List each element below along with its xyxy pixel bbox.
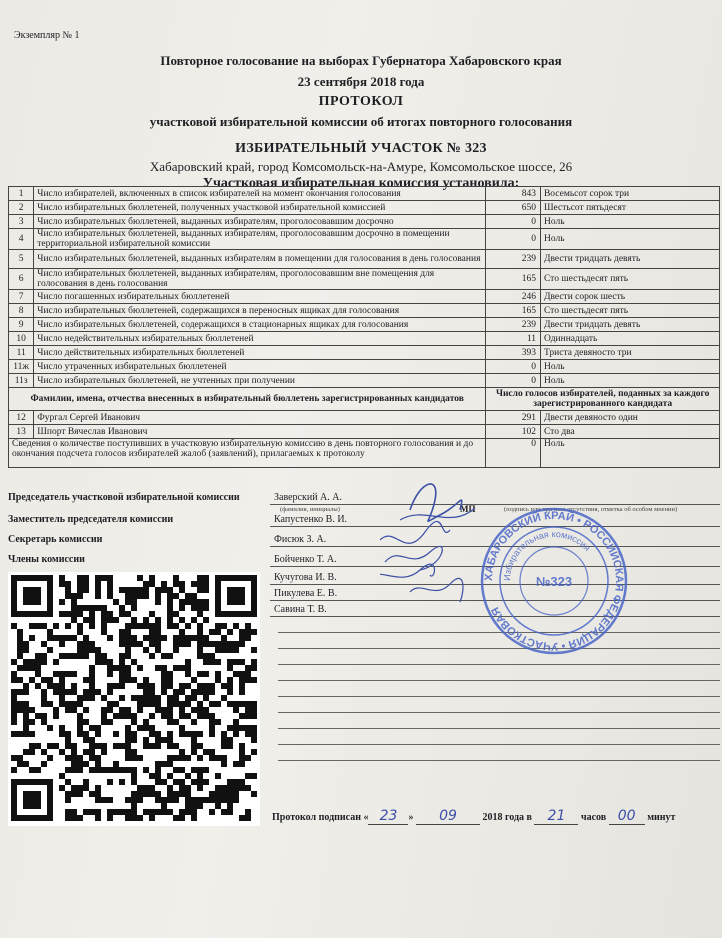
row-number: 1 [9, 187, 34, 201]
row-number: 11з [9, 374, 34, 388]
row-description: Число погашенных избирательных бюллетеней [34, 290, 486, 304]
signature-caption: (подпись или причина отсутствия, отметка об особом мнении) [504, 506, 678, 513]
row-words: Ноль [540, 439, 719, 468]
protocol-subtitle: участковой избирательной комиссии об итогах повторного голосования [149, 114, 573, 129]
row-value: 165 [486, 269, 541, 290]
row-number: 8 [9, 304, 34, 318]
row-value: 246 [486, 290, 541, 304]
precinct-number: ИЗБИРАТЕЛЬНЫЙ УЧАСТОК № 323 [235, 141, 487, 156]
blank-line [278, 680, 720, 681]
row-value: 393 [486, 346, 541, 360]
election-date: 23 сентября 2018 года [297, 74, 425, 89]
row-description: Число избирательных бюллетеней, содержащихся в стационарных ящиках для голосования [34, 318, 486, 332]
document-header [0, 50, 722, 192]
row-number: 11 [9, 346, 34, 360]
row-value: 239 [486, 318, 541, 332]
row-words: Ноль [540, 374, 719, 388]
commission-stamp [478, 505, 630, 657]
row-number: 3 [9, 215, 34, 229]
blank-line [278, 712, 720, 713]
row-words: Двести девяносто один [540, 411, 719, 425]
blank-line [278, 760, 720, 761]
blank-line [278, 744, 720, 745]
signed-footer: Протокол подписан « 23 » 09 2018 года в 21 часов 00 минут [272, 808, 676, 824]
row-value: 0 [486, 229, 541, 250]
name-caption: (фамилия, инициалы) [280, 506, 340, 513]
row-description: Число избирательных бюллетеней, выданных избирателям, проголосовавшим досрочно в помещении территориальной избирательной комиссии [34, 229, 486, 250]
member-name: Кучугова И. В. [274, 572, 337, 583]
row-description: Число избирательных бюллетеней, полученных участковой избирательной комиссией [34, 201, 486, 215]
qr-code [8, 572, 260, 826]
blank-line [278, 728, 720, 729]
table-row [9, 360, 720, 374]
precinct-address: Хабаровский край, город Комсомольск-на-Амуре, Комсомольское шоссе, 26 [149, 159, 573, 174]
members-role: Члены комиссии [8, 554, 85, 565]
row-description: Число действительных избирательных бюллетеней [34, 346, 486, 360]
protocol-title: ПРОТОКОЛ [318, 94, 404, 109]
seal-mark: МП [460, 504, 476, 514]
signed-label: Протокол подписан [272, 812, 361, 823]
row-words: Сто два [540, 425, 719, 439]
row-value: 0 [486, 374, 541, 388]
stamp-outer-text: ХАБАРОВСКИЙ КРАЙ • РОССИЙСКАЯ ФЕДЕРАЦИЯ • УЧАСТКОВАЯ [482, 509, 626, 653]
chair-row [8, 492, 720, 506]
year-text: 2018 года в [482, 812, 532, 823]
row-words: Двести тридцать девять [540, 250, 719, 269]
row-words: Сто шестьдесят пять [540, 269, 719, 290]
row-value: 239 [486, 250, 541, 269]
row-description: Число избирательных бюллетеней, выданных избирателям, проголосовавшим вне помещения для голосования в день голосования [34, 269, 486, 290]
row-words: Двести сорок шесть [540, 290, 719, 304]
row-value: 102 [486, 425, 541, 439]
candidate-row [9, 411, 720, 425]
member-name: Савина Т. В. [274, 604, 327, 615]
row-words: Шестьсот пятьдесят [540, 201, 719, 215]
blank-line [278, 664, 720, 665]
row-words: Ноль [540, 215, 719, 229]
table-row [9, 304, 720, 318]
blank-line [278, 696, 720, 697]
candidate-name: Шпорт Вячеслав Иванович [34, 425, 486, 439]
complaints-row [9, 439, 720, 468]
row-number: 11ж [9, 360, 34, 374]
row-value: 11 [486, 332, 541, 346]
deputy-role: Заместитель председателя комиссии [8, 514, 174, 525]
row-description: Число избирательных бюллетеней, содержащихся в переносных ящиках для голосования [34, 304, 486, 318]
row-number: 4 [9, 229, 34, 250]
candidate-name: Фургал Сергей Иванович [34, 411, 486, 425]
table-row [9, 374, 720, 388]
row-number: 6 [9, 269, 34, 290]
hours-text: часов [580, 812, 607, 823]
candidates-header-right: Число голосов избирателей, поданных за каждого зарегистрированного кандидата [486, 388, 720, 411]
candidate-row [9, 425, 720, 439]
commission-established: Участковая избирательная комиссия установила: [202, 176, 520, 191]
row-number: 9 [9, 318, 34, 332]
row-value: 843 [486, 187, 541, 201]
member-name: Пикулева Е. В. [274, 588, 338, 599]
row-description: Число недействительных избирательных бюллетеней [34, 332, 486, 346]
row-words: Сто шестьдесят пять [540, 304, 719, 318]
results-table [8, 186, 720, 468]
complaints-description: Сведения о количестве поступивших в участковую избирательную комиссию в день повторного голосования и до окончания подсчета голосов избирателей жалоб (заявлений), прилагаемых к протоколу [9, 439, 486, 468]
table-row [9, 332, 720, 346]
row-words: Ноль [540, 229, 719, 250]
table-row [9, 215, 720, 229]
row-description: Число утраченных избирательных бюллетеней [34, 360, 486, 374]
table-row [9, 250, 720, 269]
member-name: Бойченко Т. А. [274, 554, 337, 565]
row-value: 0 [486, 360, 541, 374]
election-title: Повторное голосование на выборах Губернатора Хабаровского края [160, 53, 562, 68]
row-value: 0 [486, 439, 541, 468]
row-words: Ноль [540, 360, 719, 374]
table-row [9, 346, 720, 360]
stamp-inner-text: Избирательная комиссия [501, 528, 593, 582]
row-words: Двести тридцать девять [540, 318, 719, 332]
row-number: 7 [9, 290, 34, 304]
row-number: 5 [9, 250, 34, 269]
copy-label: Экземпляр № 1 [14, 30, 80, 41]
row-description: Число избирательных бюллетеней, выданных избирателям, проголосовавшим досрочно [34, 215, 486, 229]
row-number: 12 [9, 411, 34, 425]
chair-name: Заверский А. А. [274, 492, 342, 503]
row-number: 2 [9, 201, 34, 215]
row-value: 291 [486, 411, 541, 425]
row-words: Триста девяносто три [540, 346, 719, 360]
row-description: Число избирательных бюллетеней, выданных избирателям в помещении для голосования в день голосования [34, 250, 486, 269]
signed-day: 23 [368, 808, 408, 825]
signed-hour: 21 [534, 808, 578, 825]
candidates-header-left: Фамилии, имена, отчества внесенных в избирательный бюллетень зарегистрированных кандидатов [9, 388, 486, 411]
row-value: 165 [486, 304, 541, 318]
table-row [9, 201, 720, 215]
secretary-role: Секретарь комиссии [8, 534, 103, 545]
signed-minute: 00 [609, 808, 645, 825]
deputy-name: Капустенко В. И. [274, 514, 348, 525]
stamp-center: №323 [535, 574, 573, 589]
row-number: 13 [9, 425, 34, 439]
row-value: 650 [486, 201, 541, 215]
chair-role: Председатель участковой избирательной комиссии [8, 492, 240, 503]
row-value: 0 [486, 215, 541, 229]
candidates-header-row [9, 388, 720, 411]
row-number: 10 [9, 332, 34, 346]
secretary-name: Фисюк З. А. [274, 534, 327, 545]
table-row [9, 269, 720, 290]
table-row [9, 290, 720, 304]
table-row [9, 187, 720, 201]
minutes-text: минут [647, 812, 676, 823]
signed-month: 09 [416, 808, 480, 825]
table-row [9, 318, 720, 332]
table-row [9, 229, 720, 250]
row-words: Восемьсот сорок три [540, 187, 719, 201]
row-description: Число избирательных бюллетеней, не учтенных при получении [34, 374, 486, 388]
row-description: Число избирателей, включенных в список избирателей на момент окончания голосования [34, 187, 486, 201]
row-words: Одиннадцать [540, 332, 719, 346]
qr-code-graphic [8, 572, 260, 826]
